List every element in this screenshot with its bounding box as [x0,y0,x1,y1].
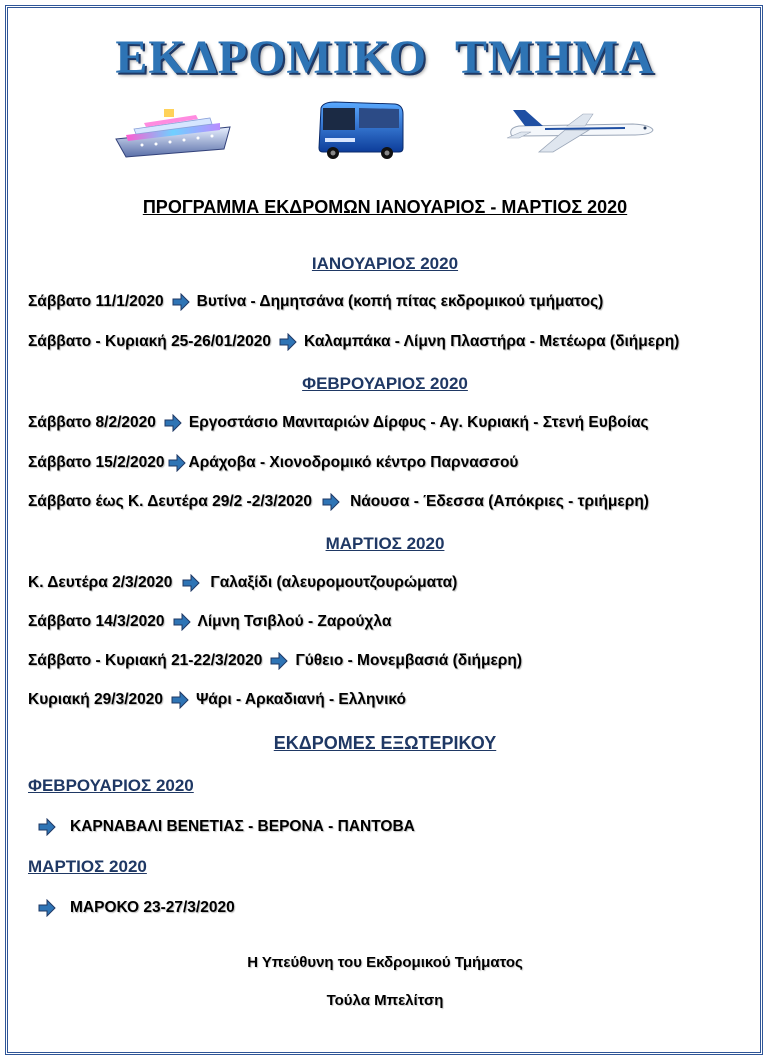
arrow-right-icon [182,574,200,592]
abroad-trip-destination: ΜΑΡΟΚΟ 23-27/3/2020 [70,899,235,916]
arrow-right-icon [172,293,190,311]
trip-date: Σάββατο - Κυριακή 25-26/01/2020 [28,333,272,350]
arrow-right-icon [173,613,191,631]
month-heading-march: ΜΑΡΤΙΟΣ 2020 [325,534,445,553]
trip-date: Κυριακή 29/3/2020 [28,691,164,708]
trip-destination: Ψάρι - Αρκαδιανή - Ελληνικό [196,691,407,708]
bus-image [315,100,407,160]
trip-destination: Αράχοβα - Χιονοδρομικό κέντρο Παρνασσού [188,454,519,471]
arrow-right-icon [279,333,297,351]
trip-date: Σάββατο 8/2/2020 [28,414,156,431]
trip-date: Σάββατο - Κυριακή 21-22/3/2020 [28,652,263,669]
abroad-trip-row [30,899,235,917]
trip-destination: Βυτίνα - Δημητσάνα (κοπή πίτας εκδρομικού τμήματος) [196,293,604,310]
trip-row [28,454,518,472]
signature-name: Τούλα Μπελίτση [326,992,444,1009]
trip-row [28,293,603,311]
signature-role: Η Υπεύθυνη του Εκδρομικού Τμήματος [247,954,523,971]
trip-date: Σάββατο έως Κ. Δευτέρα 29/2 -2/3/2020 [28,493,313,510]
abroad-heading: ΕΚΔΡΟΜΕΣ ΕΞΩΤΕΡΙΚΟΥ [273,733,497,753]
cruise-ship-image [112,105,236,160]
trip-destination: Καλαμπάκα - Λίμνη Πλαστήρα - Μετέωρα (διήμερη) [304,333,680,350]
trip-destination: Εργοστάσιο Μανιταριών Δίρφυς - Αγ. Κυριακή - Στενή Ευβοίας [188,414,649,431]
trip-row [28,493,649,511]
trip-row [28,691,406,709]
arrow-right-icon [38,818,56,836]
trip-row [28,574,457,592]
main-heading: ΠΡΟΓΡΑΜΜΑ ΕΚΔΡΟΜΩΝ ΙΑΝΟΥΑΡΙΟΣ - ΜΑΡΤΙΟΣ 2020 [142,197,628,217]
trip-destination: Λίμνη Τσιβλού - Ζαρούχλα [197,613,392,630]
abroad-month-february: ΦΕΒΡΟΥΑΡΙΟΣ 2020 [28,776,194,795]
page-border [5,5,763,1055]
month-heading-january: ΙΑΝΟΥΑΡΙΟΣ 2020 [311,254,459,273]
title-word-1: ΕΚΔΡΟΜΙΚΟ [115,31,428,84]
trip-row [28,333,679,351]
month-heading-february: ΦΕΒΡΟΥΑΡΙΟΣ 2020 [302,374,468,393]
trip-row [28,652,522,670]
trip-destination: Γαλαξίδι (αλευρομουτζουρώματα) [210,574,458,591]
trip-row [28,414,649,432]
abroad-trip-destination: ΚΑΡΝΑΒΑΛΙ ΒΕΝΕΤΙΑΣ - ΒΕΡΟΝΑ - ΠΑΝΤΟΒΑ [70,818,415,835]
airplane-image [505,108,655,153]
trip-destination: Γύθειο - Μονεμβασιά (διήμερη) [295,652,523,669]
trip-date: Σάββατο 15/2/2020 [28,454,165,471]
arrow-right-icon [164,414,182,432]
arrow-right-icon [168,454,186,472]
arrow-right-icon [171,691,189,709]
arrow-right-icon [38,899,56,917]
title-word-2: ΤΜΗΜΑ [455,31,655,84]
arrow-right-icon [322,493,340,511]
trip-date: Σάββατο 14/3/2020 [28,613,165,630]
trip-date: Κ. Δευτέρα 2/3/2020 [28,574,173,591]
arrow-right-icon [270,652,288,670]
trip-destination: Νάουσα - Έδεσσα (Απόκριες - τριήμερη) [350,493,649,510]
trip-row [28,613,391,631]
abroad-month-march: ΜΑΡΤΙΟΣ 2020 [28,857,147,876]
page-title [0,30,770,85]
abroad-trip-row [30,818,415,836]
trip-date: Σάββατο 11/1/2020 [28,293,164,310]
